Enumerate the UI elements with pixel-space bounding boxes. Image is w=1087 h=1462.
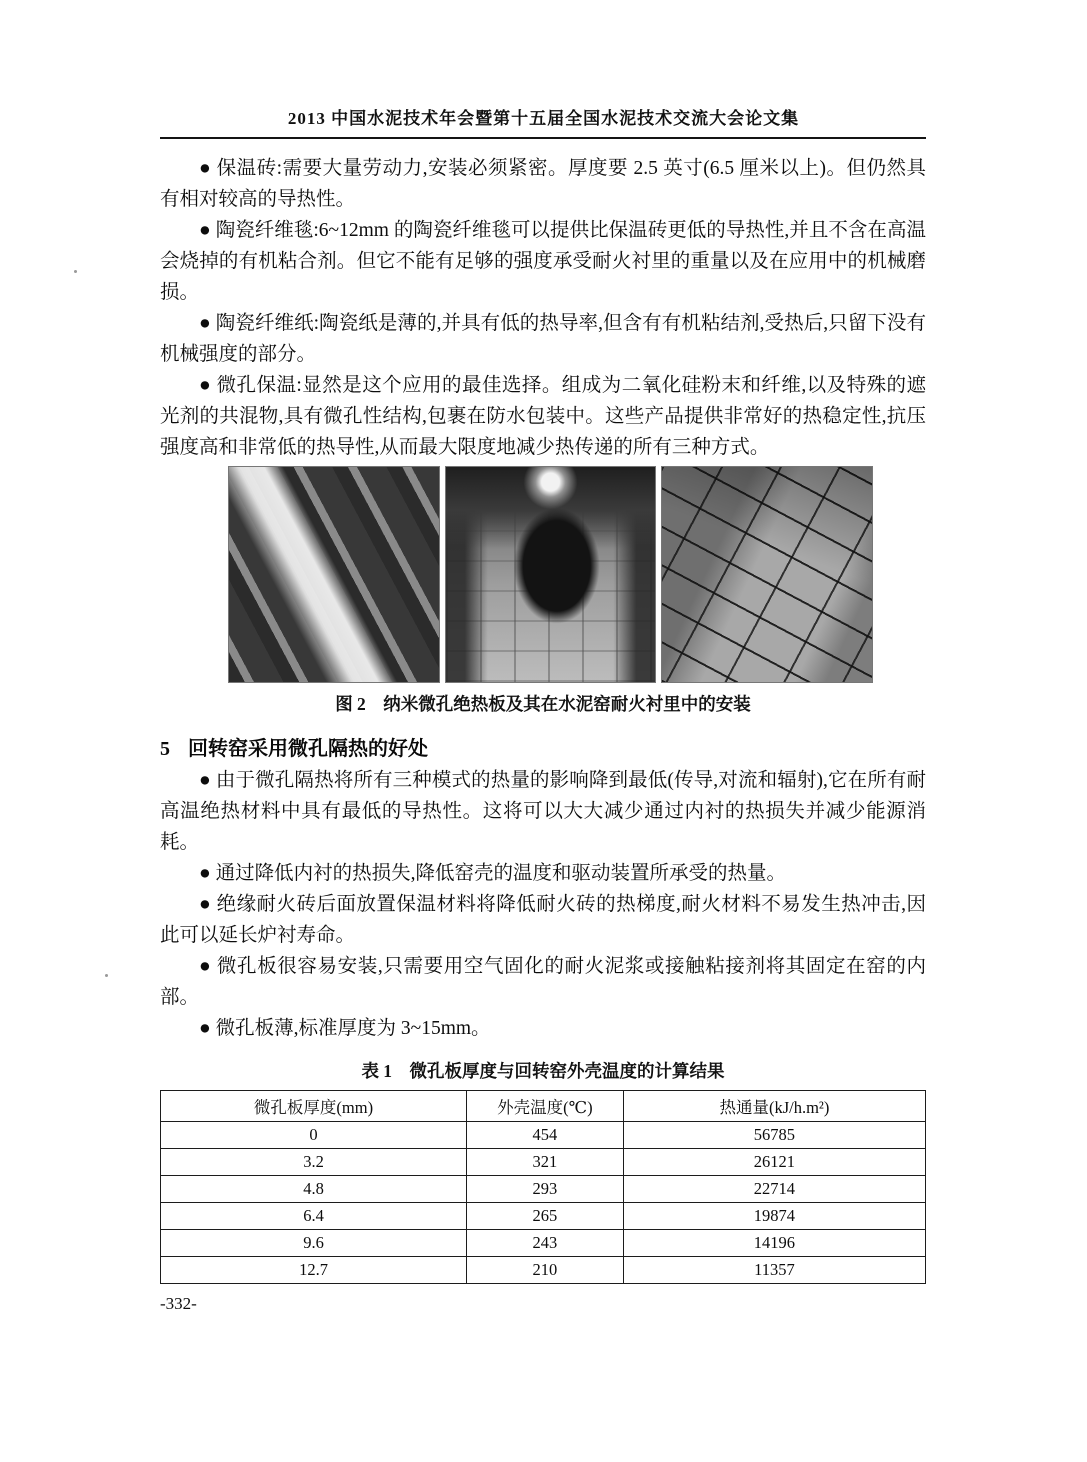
table-row: [161, 1149, 926, 1176]
cell-thickness: 9.6: [161, 1230, 467, 1257]
col-header-shell-temp: 外壳温度(℃): [467, 1091, 624, 1122]
table-header-row: [161, 1091, 926, 1122]
table-row: [161, 1176, 926, 1203]
bullet-paragraph-thermal-gradient: ● 绝缘耐火砖后面放置保温材料将降低耐火砖的热梯度,耐火材料不易发生热冲击,因此可以延长炉衬寿命。: [160, 894, 926, 946]
bullet-paragraph-ceramic-fiber-blanket: ● 陶瓷纤维毯:6~12mm 的陶瓷纤维毯可以提供比保温砖更低的导热性,并且不含在高温会烧掉的有机粘合剂。但它不能有足够的强度承受耐火衬里的重量以及在应用中的机械磨损。: [160, 220, 926, 303]
cell-shell-temp: 321: [467, 1149, 624, 1176]
bullet-paragraph-microporous-insulation: ● 微孔保温:显然是这个应用的最佳选择。组成为二氧化硅粉末和纤维,以及特殊的遮光剂的共混物,具有微孔性结构,包裹在防水包装中。这些产品提供非常好的热稳定性,抗压强度高和非常低的热导性,从而最大限度地减少热传递的所有三种方式。: [160, 375, 926, 458]
cell-shell-temp: 210: [467, 1257, 624, 1284]
cell-shell-temp: 293: [467, 1176, 624, 1203]
bullet-paragraph-ceramic-fiber-paper: ● 陶瓷纤维纸:陶瓷纸是薄的,并具有低的热导率,但含有有机粘结剂,受热后,只留下没有机械强度的部分。: [160, 313, 926, 365]
table-row: [161, 1203, 926, 1230]
page-number: -332-: [160, 1294, 197, 1313]
cell-thickness: 0: [161, 1122, 467, 1149]
bullet-paragraph-shell-temperature: ● 通过降低内衬的热损失,降低窑壳的温度和驱动装置所承受的热量。: [199, 863, 787, 884]
cell-heat-flux: 56785: [623, 1122, 925, 1149]
photo-kiln-brick-lining: [661, 466, 873, 683]
figure-2: [160, 466, 926, 716]
figure-caption: 图 2 纳米微孔绝热板及其在水泥窑耐火衬里中的安装: [335, 694, 751, 714]
cell-shell-temp: 265: [467, 1203, 624, 1230]
cell-heat-flux: 26121: [623, 1149, 925, 1176]
cell-heat-flux: 11357: [623, 1257, 925, 1284]
figure-photo-strip: [228, 466, 873, 683]
photo-microporous-insulation-boards: [228, 466, 440, 683]
cell-shell-temp: 454: [467, 1122, 624, 1149]
section-title: 回转窑采用微孔隔热的好处: [188, 738, 428, 760]
scan-artifact-speck: [105, 974, 108, 977]
cell-thickness: 3.2: [161, 1149, 467, 1176]
cell-thickness: 12.7: [161, 1257, 467, 1284]
col-header-thickness: 微孔板厚度(mm): [161, 1091, 467, 1122]
cell-heat-flux: 14196: [623, 1230, 925, 1257]
table-row: [161, 1122, 926, 1149]
cell-shell-temp: 243: [467, 1230, 624, 1257]
bullet-paragraph-easy-install: ● 微孔板很容易安装,只需要用空气固化的耐火泥浆或接触粘接剂将其固定在窑的内部。: [160, 956, 926, 1008]
table-row: [161, 1230, 926, 1257]
page-content: [160, 153, 926, 1284]
cell-heat-flux: 19874: [623, 1203, 925, 1230]
cell-thickness: 4.8: [161, 1176, 467, 1203]
scan-artifact-speck: [74, 270, 77, 273]
calc-results-table: [160, 1090, 926, 1284]
table-caption: 表 1 微孔板厚度与回转窑外壳温度的计算结果: [361, 1061, 725, 1081]
table-row: [161, 1257, 926, 1284]
col-header-heat-flux: 热通量(kJ/h.m²): [623, 1091, 925, 1122]
section-number: 5: [160, 738, 170, 760]
bullet-paragraph-lowest-conductivity: ● 由于微孔隔热将所有三种模式的热量的影响降到最低(传导,对流和辐射),它在所有耐高温绝热材料中具有最低的导热性。这将可以大大减少通过内衬的热损失并减少能源消耗。: [160, 770, 926, 853]
section-heading: [160, 732, 926, 761]
bullet-paragraph-thin-boards: ● 微孔板薄,标准厚度为 3~15mm。: [199, 1018, 491, 1039]
photo-kiln-interior-installation: [445, 466, 657, 683]
header-rule: [160, 137, 926, 139]
bullet-paragraph-insulating-brick: ● 保温砖:需要大量劳动力,安装必须紧密。厚度要 2.5 英寸(6.5 厘米以上)。但仍然具有相对较高的导热性。: [160, 158, 926, 210]
cell-thickness: 6.4: [161, 1203, 467, 1230]
cell-heat-flux: 22714: [623, 1176, 925, 1203]
page-header: 2013 中国水泥技术年会暨第十五届全国水泥技术交流大会论文集: [287, 109, 800, 128]
